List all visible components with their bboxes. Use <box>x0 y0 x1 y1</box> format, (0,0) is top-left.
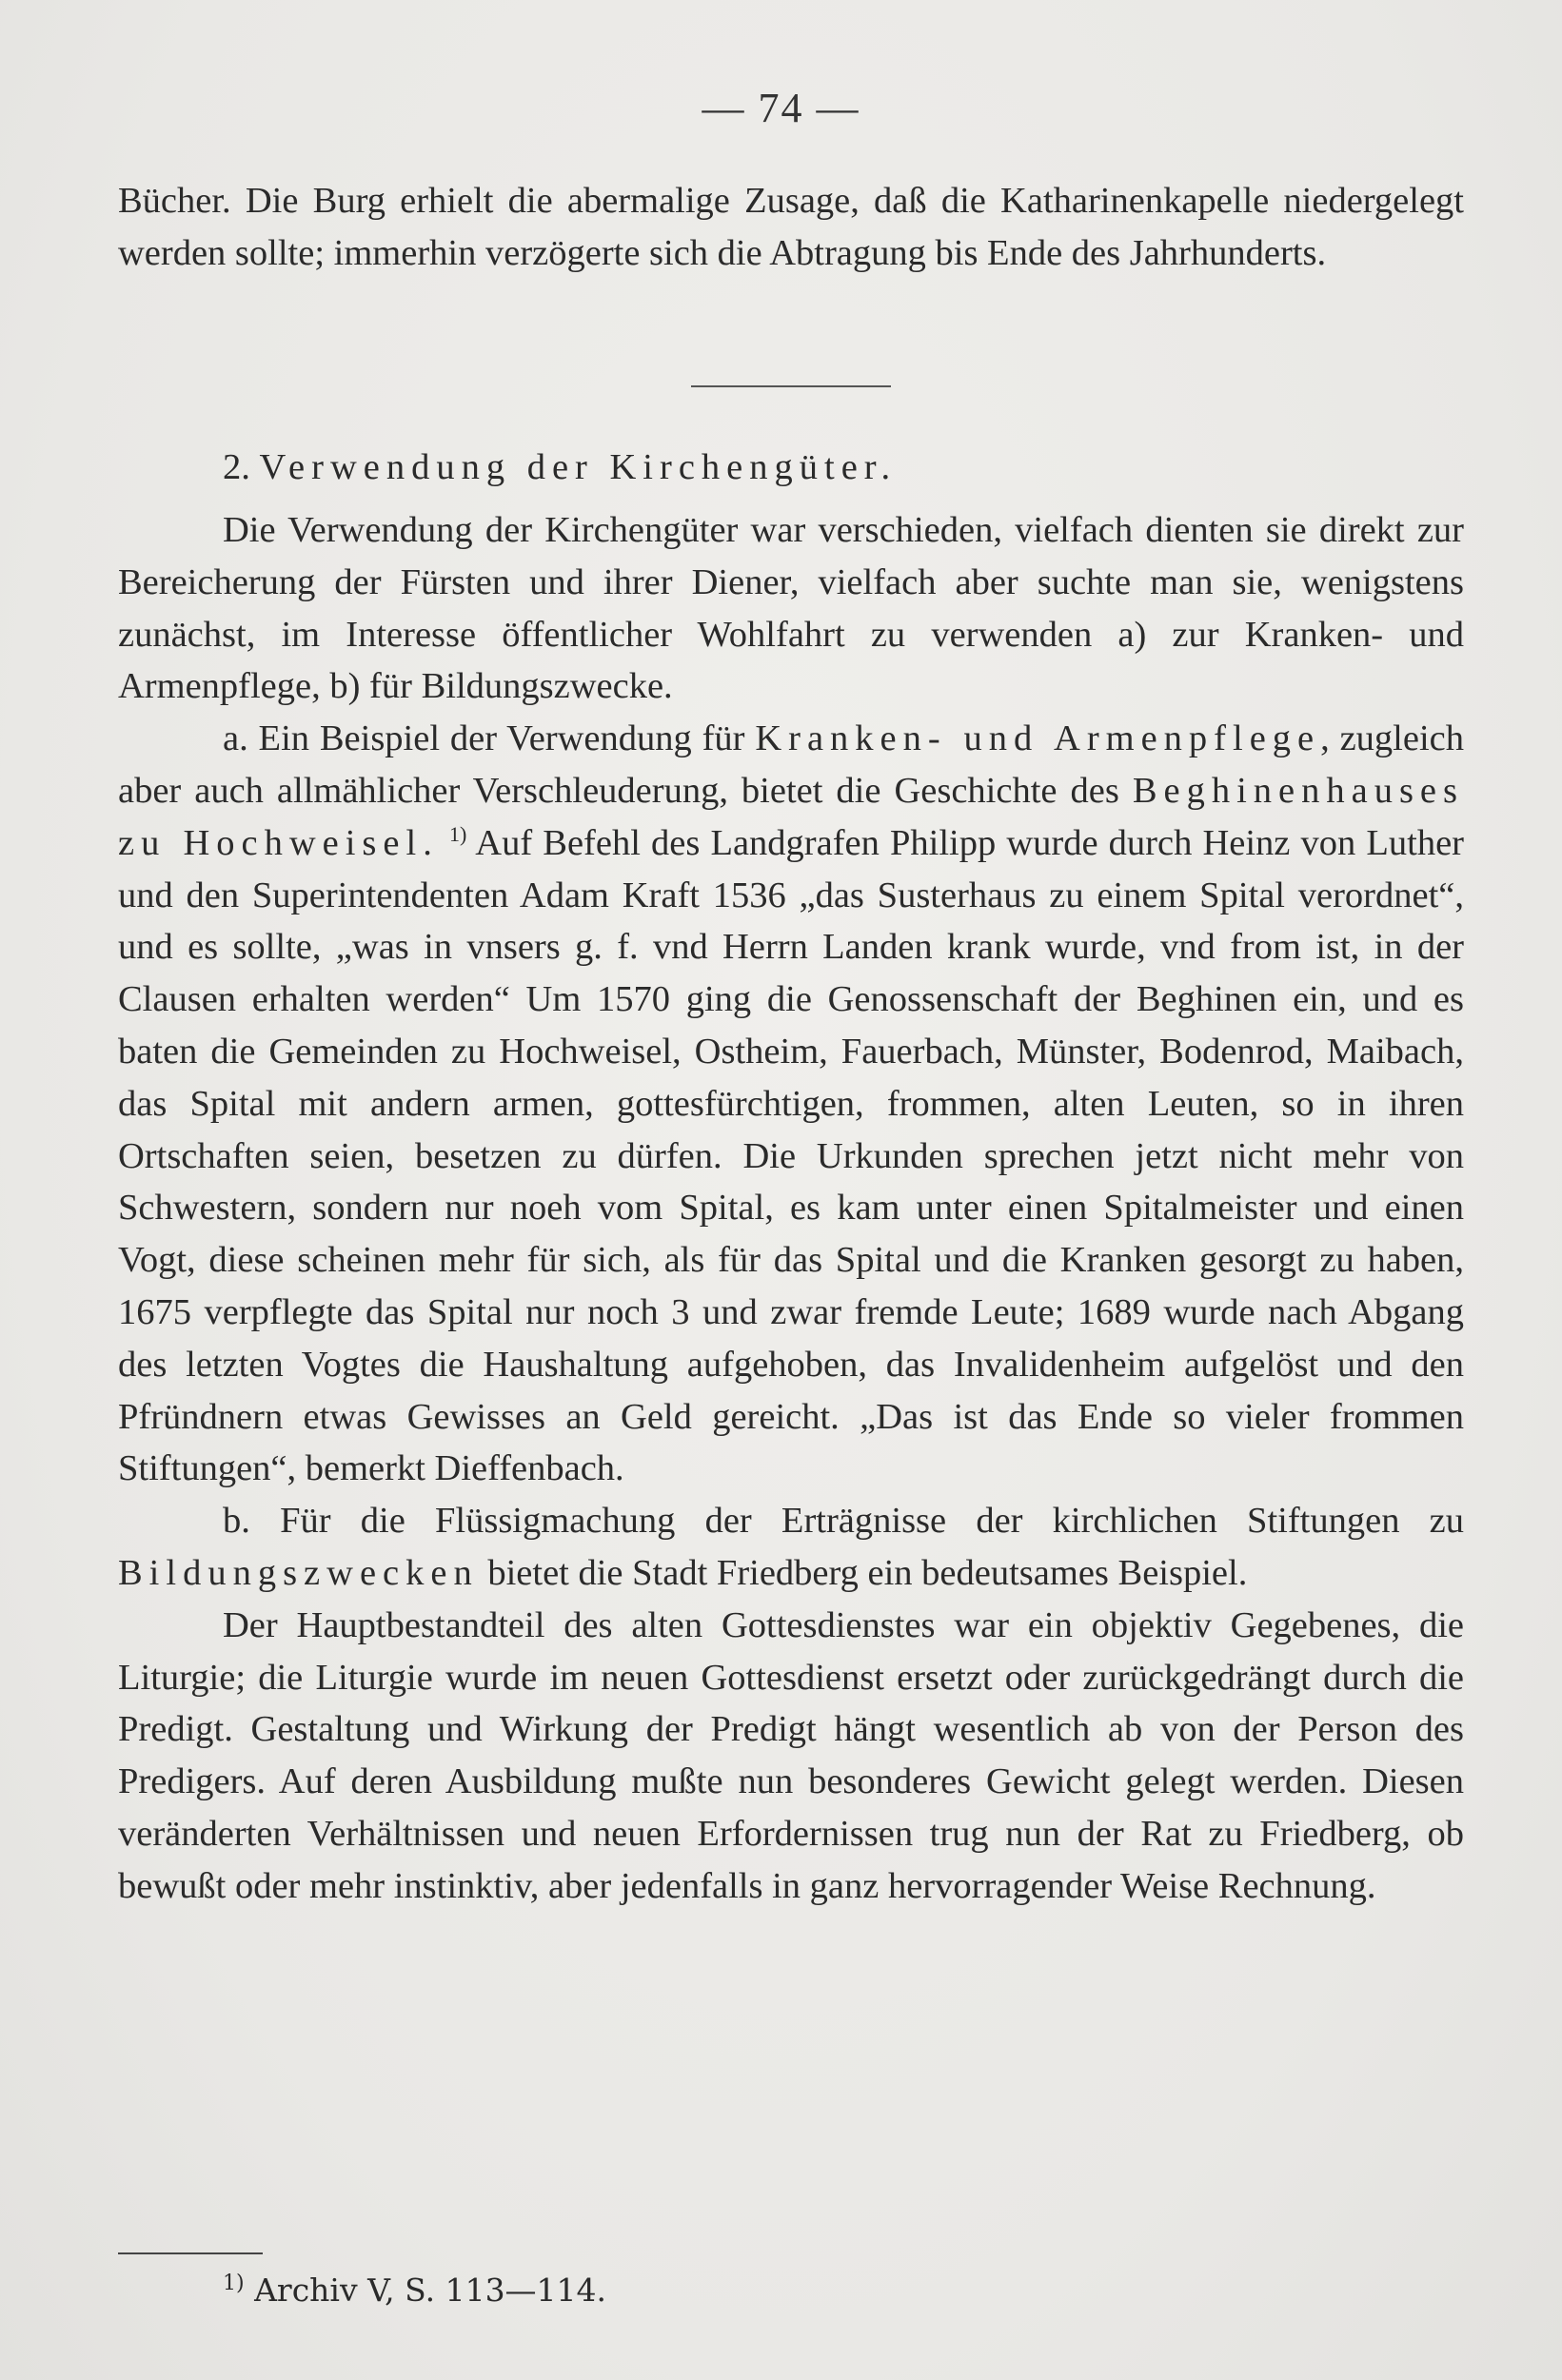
paragraph-text: Bücher. Die Burg erhielt die abermalige Zusage, daß die Katharinenkapelle niedergelegt werden sollte; immerhin verzögerte sich die Abtragung bis Ende des Jahrhunderts. <box>118 181 1464 273</box>
continuation-paragraph <box>118 175 1464 280</box>
paragraph-last: Der Hauptbestandteil des alten Gottesdienstes war ein objektiv Gegebenes, die Liturgie; die Liturgie wurde im neuen Gottesdienst ersetzt oder zurückgedrängt durch die Predigt. Gestaltung und Wirkung der Predigt hängt wesentlich ab von der Person des Predigers. Auf deren Ausbildung mußte nun besonderes Gewicht gelegt werden. Diesen veränderten Verhältnissen und neuen Erfordernissen trug nun der Rat zu Friedberg, ob bewußt oder mehr instinktiv, aber jedenfalls in ganz hervorragender Weise Rechnung. <box>118 1604 1464 1906</box>
footnote-rule <box>118 2252 263 2254</box>
paragraph-a <box>118 713 1464 1495</box>
emphasis-beghinenhaus: Beghinenhauses zu Hochweisel. <box>118 770 1465 863</box>
footnote-reference: 1) <box>448 821 467 846</box>
section-title: Verwendung der Kirchengüter. <box>259 447 898 487</box>
paragraph-b-prefix: b. Für die Flüssigmachung der Erträgnisse der kirchlichen Stiftungen zu <box>223 1501 1464 1542</box>
paragraph-b-rest: bietet die Stadt Friedberg ein bedeutsames Beispiel. <box>478 1552 1248 1593</box>
page-number: — 74 — <box>702 85 860 131</box>
emphasis-kranken-armenpflege: Kranken- und Armenpflege <box>755 718 1321 759</box>
paragraph-b <box>118 1495 1464 1600</box>
footnote <box>223 2270 606 2311</box>
paragraph-a-prefix: a. Ein Beispiel der Verwendung für <box>223 718 745 759</box>
section-number: 2. <box>223 447 250 487</box>
paragraph-intro: Die Verwendung der Kirchengüter war verschieden, vielfach dienten sie direkt zur Bereicherung der Fürsten und ihrer Diener, vielfach aber suchte man sie, wenigstens zunächst, im Interesse öffentlicher Wohlfahrt zu verwenden a) zur Kranken- und Armenpflege, b) für Bildungszwecke. <box>118 510 1464 707</box>
paragraph-a-rest: Auf Befehl des Landgrafen Philipp wurde durch Heinz von Luther und den Superintendenten Adam Kraft 1536 „das Susterhaus zu einem Spital verordnet“, und es sollte, „was in vnsers g. f. vnd Herrn Landen krank wurde, vnd from ist, in der Clausen erhalten werden“ Um 1570 ging die Genossenschaft der Beghinen ein, und es baten die Gemeinden zu Hochweisel, Ostheim, Fauerbach, Münster, Bodenrod, Maibach, das Spital mit andern armen, gottesfürchtigen, frommen, alten Leuten, so in ihren Ortschaften seien, besetzen zu dürfen. Die Urkunden sprechen jetzt nicht mehr von Schwestern, sondern nur noeh vom Spital, es kam unter einen Spitalmeister und einen Vogt, diese scheinen mehr für sich, als für das Spital und die Kranken gesorgt zu haben, 1675 verpflegte das Spital nur noch 3 und zwar fremde Leute; 1689 wurde nach Abgang des letzten Vogtes die Haushaltung aufgehoben, das Invalidenheim aufgelöst und den Pfründnern etwas Gewisses an Geld gereicht. „Das ist das Ende so vieler frommen Stiftungen“, bemerkt Dieffenbach. <box>118 822 1464 1489</box>
main-text <box>118 504 1464 1913</box>
paragraph-a-mid: , zugleich aber auch allmählicher Verschleuderung, bietet die Geschichte des <box>118 718 1464 811</box>
section-divider <box>691 385 891 387</box>
footnote-mark: 1) <box>223 2272 245 2295</box>
emphasis-bildungszwecken: Bildungszwecken <box>118 1552 479 1593</box>
section-heading <box>223 442 897 494</box>
footnote-text: Archiv V, S. 113—114. <box>254 2272 607 2309</box>
